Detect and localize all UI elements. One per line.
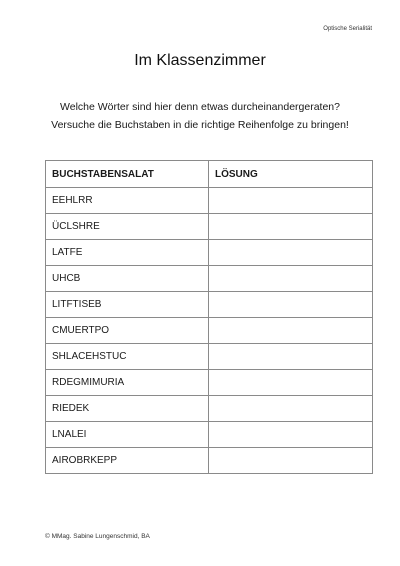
table-row [46, 396, 373, 422]
instruction-line-1: Welche Wörter sind hier denn etwas durcheinandergeraten? [60, 101, 340, 113]
scrambled-word-cell: EEHLRR [46, 188, 209, 214]
table-row [46, 240, 373, 266]
scrambled-word-cell: LATFE [46, 240, 209, 266]
instructions [0, 98, 400, 134]
solution-cell[interactable] [209, 422, 373, 448]
word-scramble-table [45, 160, 373, 474]
table-row [46, 448, 373, 474]
scrambled-word-cell: LNALEI [46, 422, 209, 448]
solution-cell[interactable] [209, 370, 373, 396]
solution-cell[interactable] [209, 292, 373, 318]
scrambled-word-cell: RDEGMIMURIA [46, 370, 209, 396]
solution-cell[interactable] [209, 214, 373, 240]
table-row [46, 318, 373, 344]
scrambled-word-cell: ÜCLSHRE [46, 214, 209, 240]
instruction-line-2: Versuche die Buchstaben in die richtige Reihenfolge zu bringen! [51, 119, 349, 131]
scrambled-word-cell: SHLACEHSTUC [46, 344, 209, 370]
page-title: Im Klassenzimmer [134, 52, 266, 69]
solution-cell[interactable] [209, 240, 373, 266]
table-row [46, 370, 373, 396]
table-row [46, 344, 373, 370]
table-row [46, 292, 373, 318]
solution-cell[interactable] [209, 344, 373, 370]
solution-cell[interactable] [209, 188, 373, 214]
table-row [46, 214, 373, 240]
solution-cell[interactable] [209, 318, 373, 344]
column-header-scrambled: BUCHSTABENSALAT [46, 161, 209, 188]
scrambled-word-cell: RIEDEK [46, 396, 209, 422]
scrambled-word-cell: CMUERTPO [46, 318, 209, 344]
scrambled-word-cell: LITFTISEB [46, 292, 209, 318]
table-row [46, 422, 373, 448]
solution-cell[interactable] [209, 396, 373, 422]
scrambled-word-cell: UHCB [46, 266, 209, 292]
header-note: Optische Serialität [323, 26, 372, 32]
table-row [46, 266, 373, 292]
footer-copyright: © MMag. Sabine Lungenschmid, BA [45, 533, 150, 540]
column-header-solution: LÖSUNG [209, 161, 373, 188]
scrambled-word-cell: AIROBRKEPP [46, 448, 209, 474]
table-header-row [46, 161, 373, 188]
solution-cell[interactable] [209, 266, 373, 292]
table-row [46, 188, 373, 214]
solution-cell[interactable] [209, 448, 373, 474]
